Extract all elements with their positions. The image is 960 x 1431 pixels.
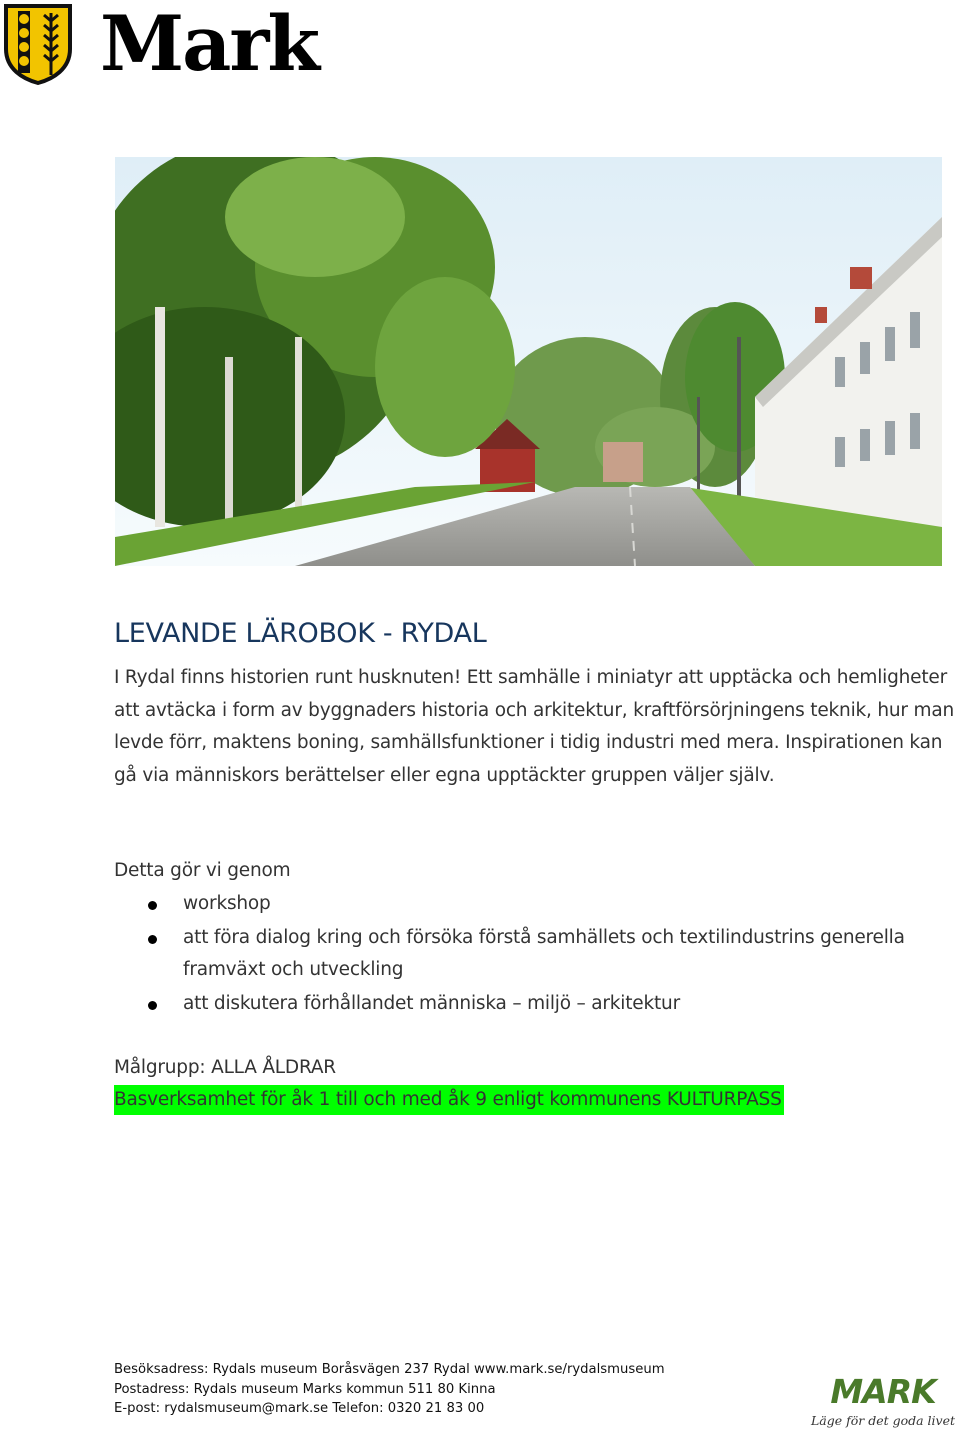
kulturpass-highlight: Basverksamhet för åk 1 till och med åk 9 enligt kommunens KULTURPASS [114, 1085, 784, 1115]
postal-address: Postadress: Rydals museum Marks kommun 511 80 Kinna [114, 1381, 496, 1397]
bullet-icon [148, 1001, 157, 1010]
coat-of-arms-icon [3, 3, 73, 85]
intro-paragraph: I Rydal finns historien runt husknuten! Ett samhälle i miniatyr att upptäcka och hemligheter att avtäcka i form av byggnaders historia och arkitektur, kraftförsörjningens teknik, hur man levde förr, maktens boning, samhällsfunktioner i tidig industri med mera. Inspirationen kan gå via människors berättelser eller egna upptäckter gruppen väljer själv. [114, 667, 954, 786]
logo-slogan: Läge för det goda livet [810, 1413, 956, 1428]
bullet-icon [148, 901, 157, 910]
street-photo [115, 157, 942, 566]
list-item [114, 888, 949, 921]
list-item-text: att föra dialog kring och försöka förstå samhällets och textilindustrins generella framväxt och utveckling [183, 926, 905, 980]
list-item [114, 922, 949, 987]
activities-list [114, 888, 949, 1021]
list-item-text: workshop [183, 893, 271, 914]
bullet-icon [148, 935, 157, 944]
brand-title: Mark [100, 0, 319, 88]
target-group: Målgrupp: ALLA ÅLDRAR [114, 1057, 336, 1078]
activities-lead: Detta gör vi genom [114, 860, 291, 881]
page-title: LEVANDE LÄROBOK - RYDAL [114, 618, 487, 649]
contact-info: E-post: rydalsmuseum@mark.se Telefon: 0320 21 83 00 [114, 1401, 485, 1416]
logo-text: MARK [830, 1372, 936, 1411]
list-item-text: att diskutera förhållandet människa – miljö – arkitektur [183, 992, 680, 1014]
footer-contact [114, 1360, 665, 1419]
visit-address: Besöksadress: Rydals museum Boråsvägen 237 Rydal www.mark.se/rydalsmuseum [114, 1362, 665, 1377]
list-item [114, 988, 949, 1021]
mark-logo-icon [808, 1371, 958, 1431]
